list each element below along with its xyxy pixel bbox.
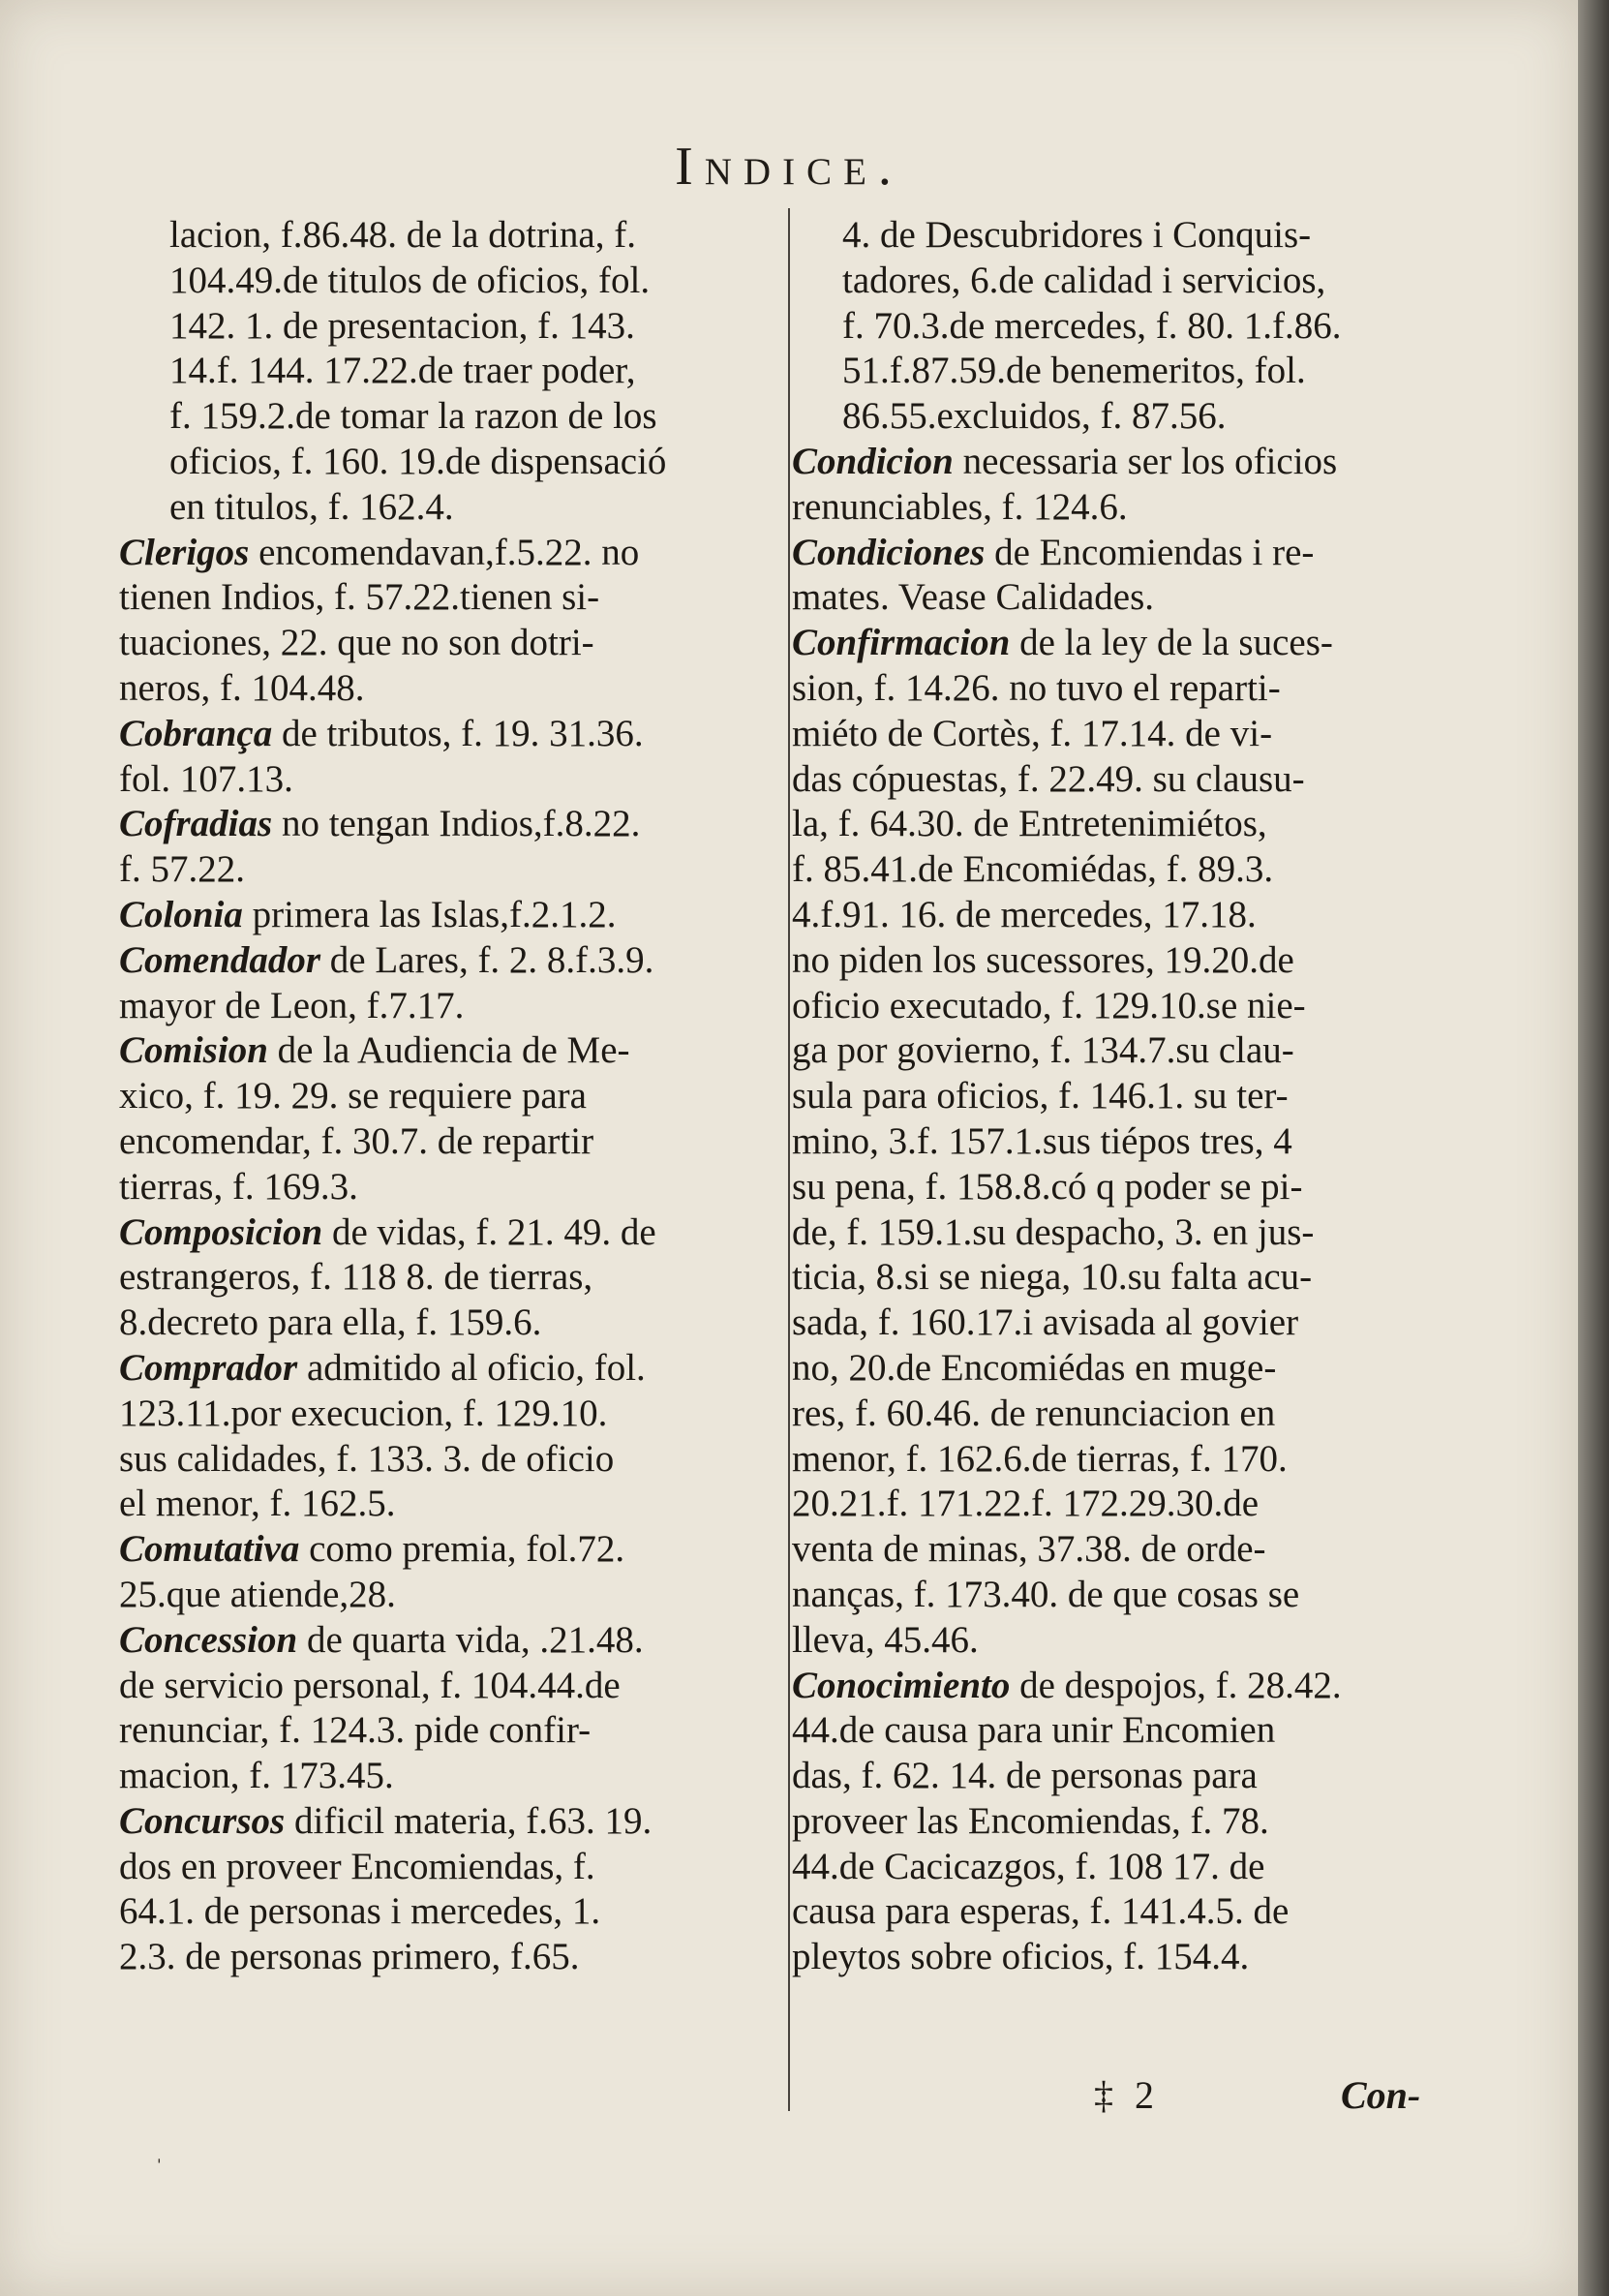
entry-line: nanças, f. 173.40. de que cosas se (792, 1573, 1300, 1615)
entry-text: primera las Islas,f.2.1.2. (252, 893, 617, 935)
entry-line: fol. 107.13. (119, 757, 293, 800)
entry-line: no, 20.de Encomiédas en muge- (792, 1346, 1277, 1389)
index-entry (119, 1527, 797, 1618)
entry-line: 51.f.87.59.de benemeritos, fol. (842, 350, 1306, 392)
entry-text: de despojos, f. 28.42. (1019, 1664, 1342, 1706)
entry-line: f. 159.2.de tomar la razon de los (169, 395, 657, 438)
entry-line (119, 1346, 797, 1392)
entry-line: sada, f. 160.17.i avisada al govier (792, 1301, 1299, 1344)
entry-line: tuaciones, 22. que no son dotri- (119, 622, 594, 664)
entry-headword: Confirmacion (792, 622, 1011, 664)
entry-line: 44.de Cacicazgos, f. 108 17. de (792, 1845, 1265, 1887)
entry-text: como premia, fol.72. (309, 1528, 625, 1571)
entry-line: f. 85.41.de Encomiédas, f. 89.3. (792, 848, 1274, 891)
entry-line (119, 1210, 797, 1256)
entry-headword: Condicion (792, 440, 954, 482)
entry-headword: Condiciones (792, 531, 986, 573)
index-entry (119, 1028, 797, 1209)
entry-line (119, 893, 797, 938)
index-entry (119, 1346, 797, 1527)
entry-line (119, 712, 797, 757)
entry-line (119, 802, 797, 847)
entry-line: lleva, 45.46. (792, 1618, 979, 1661)
entry-line (119, 531, 797, 576)
entry-line: mates. Vease Calidades. (792, 576, 1155, 619)
entry-line (119, 1527, 797, 1573)
entry-line: menor, f. 162.6.de tierras, f. 170. (792, 1437, 1288, 1480)
entry-headword: Cobrança (119, 712, 273, 754)
entry-text: de la Audiencia de Me- (277, 1029, 630, 1072)
entry-line (119, 1618, 797, 1664)
entry-line: 14.f. 144. 17.22.de traer poder, (169, 350, 636, 392)
right-index-column (792, 213, 1452, 1980)
index-entry (119, 1618, 797, 1799)
entry-line: su pena, f. 158.8.có q poder se pi- (792, 1165, 1303, 1208)
entry-headword: Colonia (119, 893, 243, 935)
entry-line: das, f. 62. 14. de personas para (792, 1755, 1258, 1797)
entry-line: 86.55.excluidos, f. 87.56. (842, 395, 1227, 438)
entry-headword: Concursos (119, 1799, 286, 1842)
entry-line: encomendar, f. 30.7. de repartir (119, 1119, 594, 1162)
index-entry (119, 712, 797, 803)
index-entry-continuation (792, 213, 1452, 440)
entry-line (792, 621, 1452, 666)
entry-line: pleytos sobre oficios, f. 154.4. (792, 1936, 1250, 1978)
entry-text: de tributos, f. 19. 31.36. (281, 712, 644, 754)
entry-line: renunciar, f. 124.3. pide confir- (119, 1709, 592, 1752)
index-entry (119, 893, 797, 938)
entry-line (792, 1664, 1452, 1709)
entry-headword: Comutativa (119, 1528, 300, 1571)
entry-line: das cópuestas, f. 22.49. su clausu- (792, 757, 1305, 800)
entry-line: res, f. 60.46. de renunciacion en (792, 1392, 1276, 1434)
entry-headword: Clerigos (119, 531, 250, 573)
entry-headword: Comprador (119, 1346, 298, 1389)
entry-line: sus calidades, f. 133. 3. de oficio (119, 1437, 615, 1480)
entry-line: 104.49.de titulos de oficios, fol. (169, 259, 651, 301)
entry-line: no piden los sucessores, 19.20.de (792, 938, 1294, 981)
entry-line (792, 440, 1452, 485)
index-entry (792, 621, 1452, 1663)
entry-headword: Conocimiento (792, 1664, 1011, 1706)
entry-line (119, 1799, 797, 1845)
entry-line: 8.decreto para ella, f. 159.6. (119, 1301, 542, 1344)
entry-line: de servicio personal, f. 104.44.de (119, 1664, 621, 1706)
entry-line: el menor, f. 162.5. (119, 1483, 396, 1525)
entry-line: f. 57.22. (119, 848, 245, 891)
entry-text: no tengan Indios,f.8.22. (281, 803, 641, 845)
entry-line: 4. de Descubridores i Conquis- (842, 214, 1312, 256)
entry-line (119, 938, 797, 984)
entry-line: dos en proveer Encomiendas, f. (119, 1845, 595, 1887)
entry-line: miéto de Cortès, f. 17.14. de vi- (792, 712, 1273, 754)
entry-line: lacion, f.86.48. de la dotrina, f. (169, 214, 636, 256)
entry-line (792, 531, 1452, 576)
entry-text: dificil materia, f.63. 19. (293, 1799, 653, 1842)
entry-line: macion, f. 173.45. (119, 1755, 394, 1797)
index-entry (119, 1210, 797, 1346)
entry-line: 20.21.f. 171.22.f. 172.29.30.de (792, 1483, 1260, 1525)
entry-line: neros, f. 104.48. (119, 666, 365, 709)
entry-line: 142. 1. de presentacion, f. 143. (169, 304, 635, 347)
entry-line: de, f. 159.1.su despacho, 3. en jus- (792, 1210, 1315, 1253)
index-entry (119, 531, 797, 712)
index-entry (792, 531, 1452, 622)
entry-line: oficio executado, f. 129.10.se nie- (792, 984, 1306, 1026)
entry-line: sula para oficios, f. 146.1. su ter- (792, 1075, 1289, 1117)
entry-headword: Comision (119, 1029, 268, 1072)
entry-line: 123.11.por execucion, f. 129.10. (119, 1392, 608, 1434)
index-entry-continuation (119, 213, 797, 531)
entry-line: xico, f. 19. 29. se requiere para (119, 1075, 587, 1117)
entry-text: admitido al oficio, fol. (306, 1346, 646, 1389)
entry-text: de Encomiendas i re- (994, 531, 1315, 573)
entry-line: 4.f.91. 16. de mercedes, 17.18. (792, 893, 1257, 935)
index-entry (119, 938, 797, 1029)
entry-line: sion, f. 14.26. no tuvo el reparti- (792, 666, 1281, 709)
entry-text: de vidas, f. 21. 49. de (331, 1210, 656, 1253)
entry-headword: Cofradias (119, 803, 273, 845)
index-entry (119, 802, 797, 893)
catchword: Con- (1341, 2073, 1421, 2117)
entry-line: ticia, 8.si se niega, 10.su falta acu- (792, 1256, 1313, 1299)
entry-text: de quarta vida, .21.48. (306, 1618, 644, 1661)
entry-line: 44.de causa para unir Encomien (792, 1709, 1276, 1752)
entry-line: tienen Indios, f. 57.22.tienen si- (119, 576, 600, 619)
entry-line: proveer las Encomiendas, f. 78. (792, 1799, 1269, 1842)
entry-line: mino, 3.f. 157.1.sus tiépos tres, 4 (792, 1119, 1292, 1162)
page-edge-shadow (1578, 0, 1609, 2296)
index-entry (792, 1664, 1452, 1981)
entry-line (119, 1028, 797, 1074)
index-entry (792, 440, 1452, 531)
entry-line: la, f. 64.30. de Entretenimiétos, (792, 803, 1267, 845)
entry-line: renunciables, f. 124.6. (792, 485, 1128, 528)
entry-headword: Concession (119, 1618, 298, 1661)
running-head-title: Indice. (675, 137, 903, 197)
entry-line: venta de minas, 37.38. de orde- (792, 1528, 1266, 1571)
entry-line: tadores, 6.de calidad i servicios, (842, 259, 1326, 301)
entry-line: en titulos, f. 162.4. (169, 485, 454, 528)
entry-text: necessaria ser los oficios (962, 440, 1338, 482)
entry-text: de la ley de la suces- (1019, 622, 1333, 664)
entry-line: ga por govierno, f. 134.7.su clau- (792, 1029, 1294, 1072)
left-index-column (119, 213, 797, 1980)
entry-text: encomendavan,f.5.22. no (258, 531, 640, 573)
entry-line: 2.3. de personas primero, f.65. (119, 1936, 580, 1978)
entry-text: de Lares, f. 2. 8.f.3.9. (329, 938, 654, 981)
entry-line: estrangeros, f. 118 8. de tierras, (119, 1256, 593, 1299)
entry-line: f. 70.3.de mercedes, f. 80. 1.f.86. (842, 304, 1342, 347)
entry-headword: Comendador (119, 938, 321, 981)
entry-line: causa para esperas, f. 141.4.5. de (792, 1890, 1290, 1933)
entry-line: mayor de Leon, f.7.17. (119, 984, 465, 1026)
entry-headword: Composicion (119, 1210, 323, 1253)
ink-speck: ˌ (155, 2135, 164, 2163)
signature-mark: ‡ 2 (1094, 2073, 1160, 2117)
index-entry (119, 1799, 797, 1980)
entry-line: oficios, f. 160. 19.de dispensació (169, 440, 667, 482)
entry-line: 25.que atiende,28. (119, 1573, 396, 1615)
entry-line: 64.1. de personas i mercedes, 1. (119, 1890, 601, 1933)
entry-line: tierras, f. 169.3. (119, 1165, 358, 1208)
